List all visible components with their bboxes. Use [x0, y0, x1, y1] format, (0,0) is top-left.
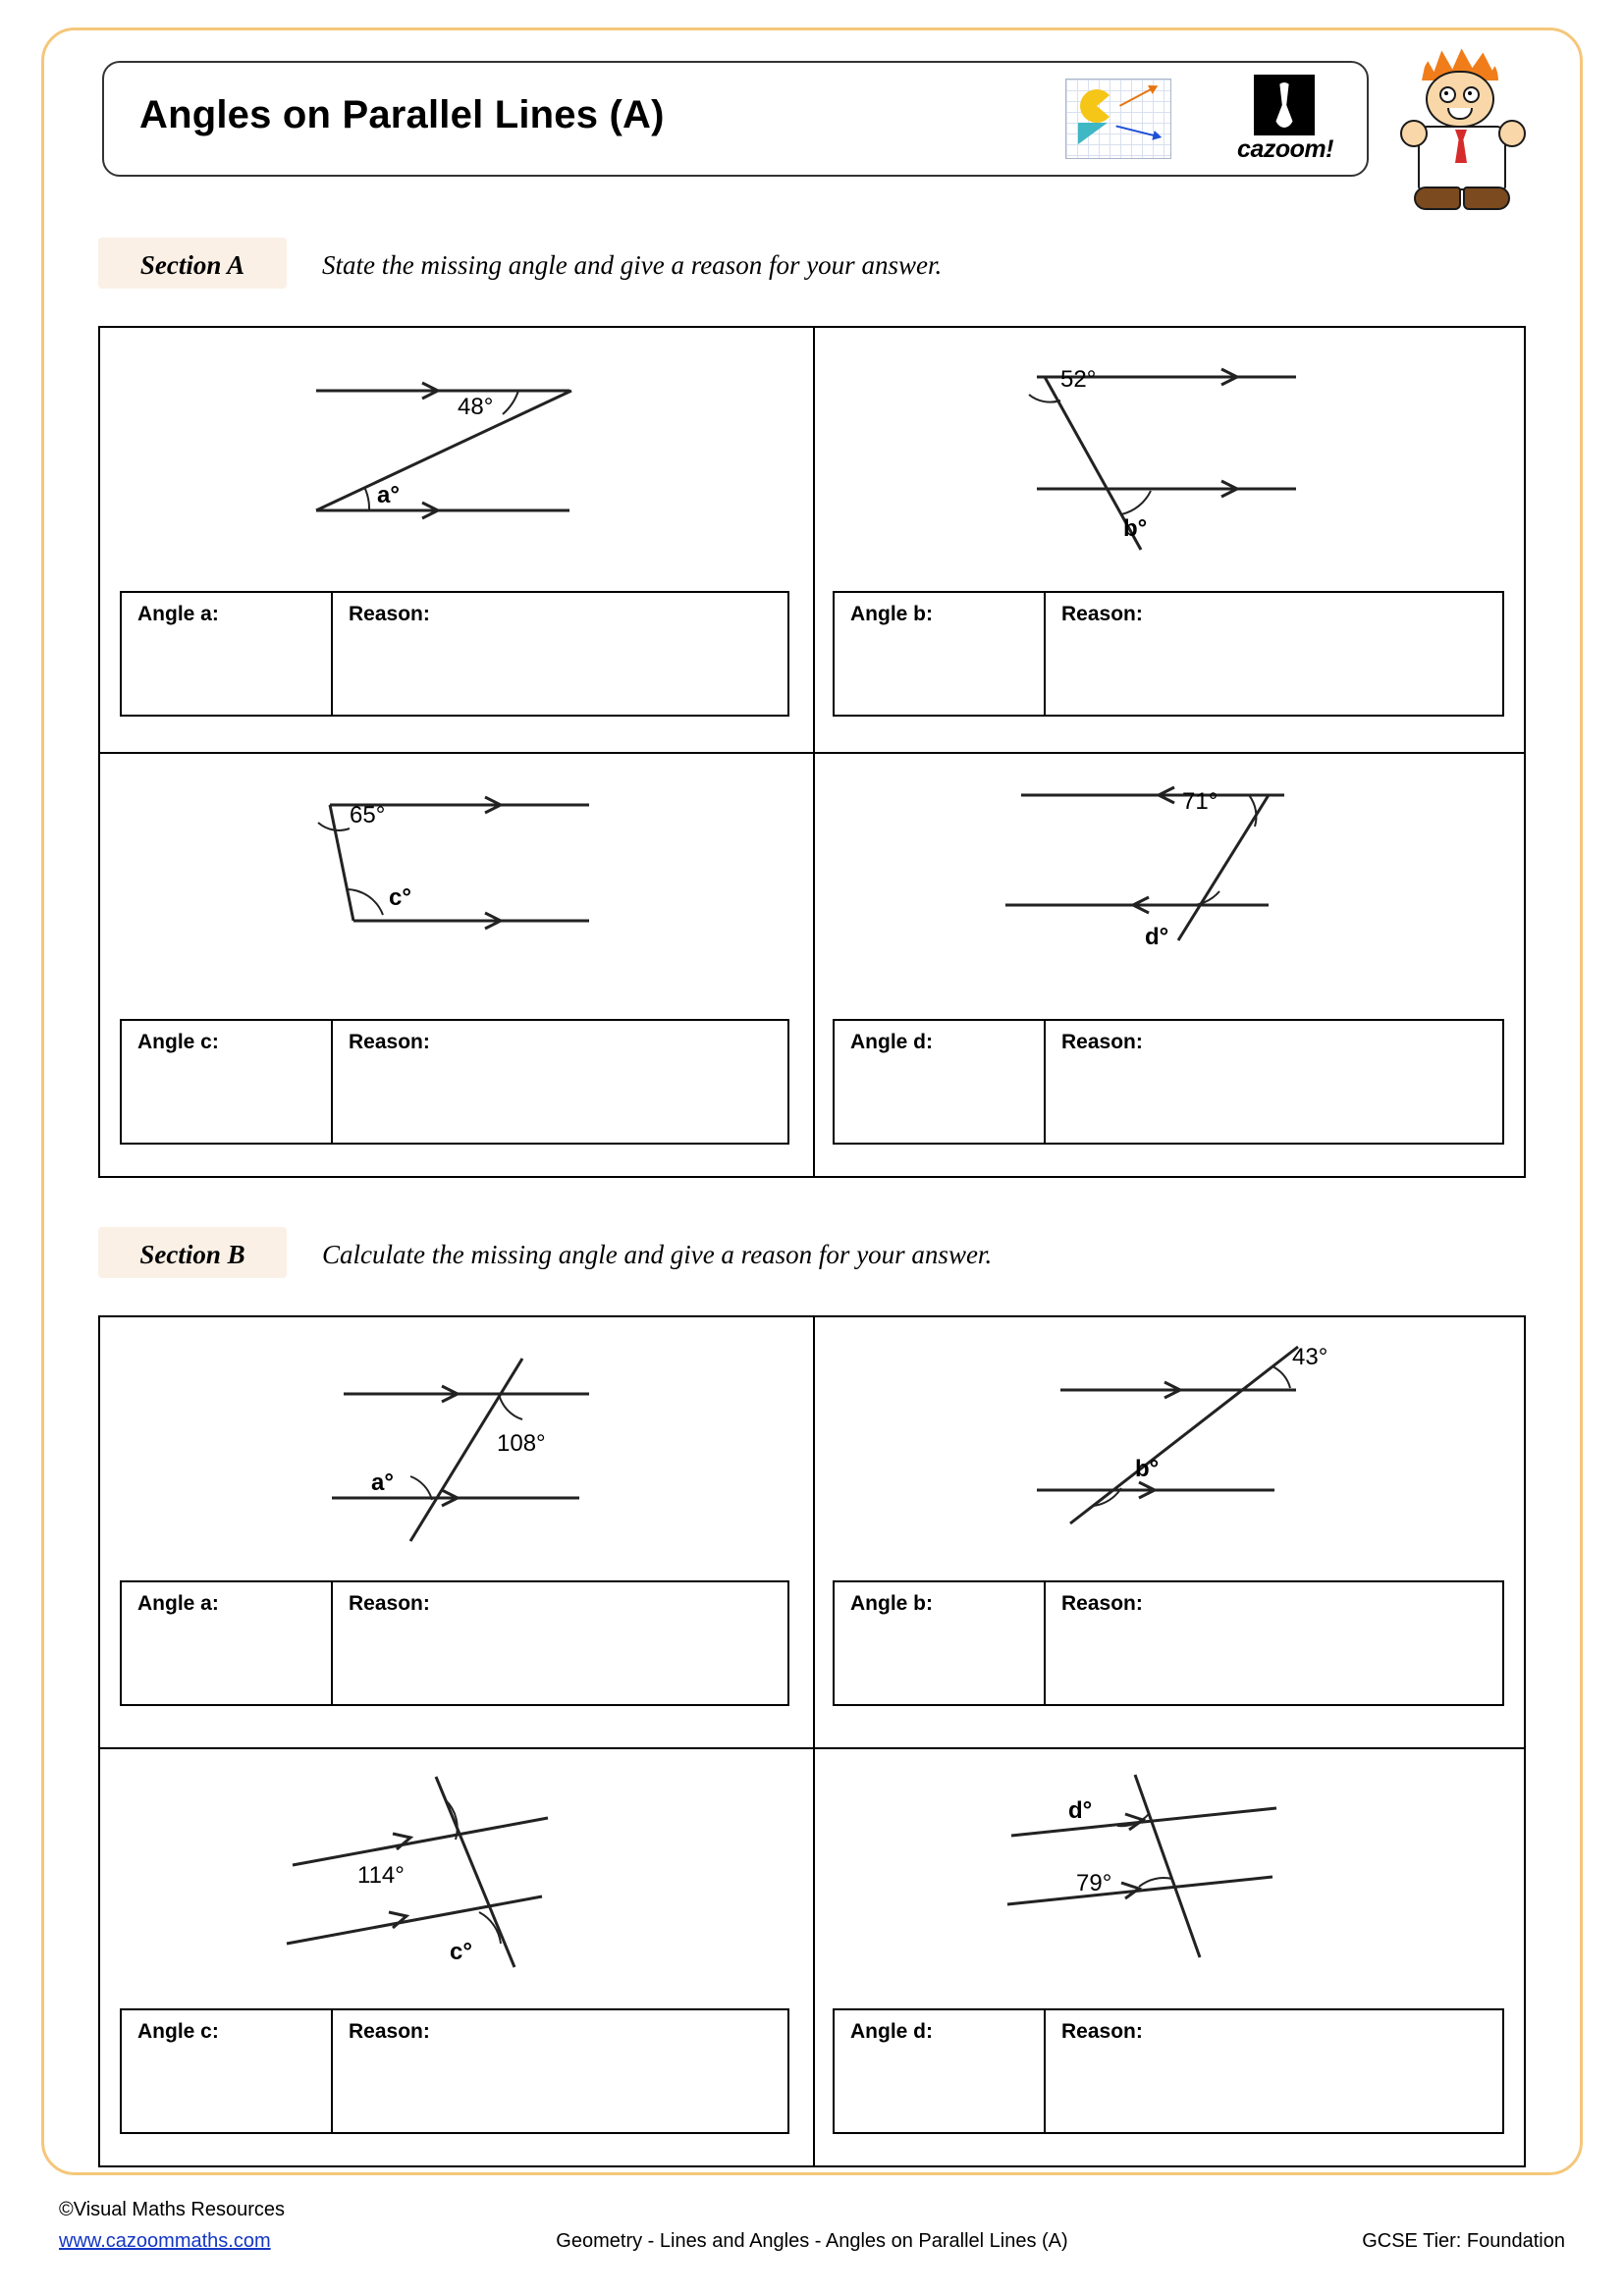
angle-value-b2: 43°: [1292, 1344, 1328, 1370]
reason-label-a1: Reason:: [349, 603, 430, 625]
page-title: Angles on Parallel Lines (A): [139, 93, 665, 136]
section-a-instruction: State the missing angle and give a reason for your answer.: [322, 250, 943, 280]
answer-box-b3[interactable]: [120, 2008, 789, 2134]
reason-label-b2: Reason:: [1061, 1592, 1143, 1615]
reason-label-a2: Reason:: [1061, 603, 1143, 625]
angle-value-a3: 65°: [350, 802, 386, 828]
angle-unknown-b1: a°: [371, 1469, 394, 1496]
diagram-a2: [1001, 346, 1355, 561]
answer-box-b2[interactable]: [833, 1580, 1504, 1706]
website-link[interactable]: www.cazoommaths.com: [59, 2230, 271, 2252]
angle-value-a2: 52°: [1060, 366, 1097, 393]
angle-unknown-b3: c°: [450, 1939, 472, 1965]
reason-label-b3: Reason:: [349, 2020, 430, 2043]
answer-box-b1[interactable]: [120, 1580, 789, 1706]
cazoom-logo: [1220, 75, 1350, 165]
copyright-text: ©Visual Maths Resources: [59, 2199, 286, 2220]
answer-label-b4: Angle d:: [835, 2010, 1046, 2132]
answer-label-b2: Angle b:: [835, 1582, 1046, 1704]
angle-value-a1: 48°: [458, 394, 494, 420]
answer-box-b4[interactable]: [833, 2008, 1504, 2134]
diagram-b2: [1011, 1331, 1365, 1547]
angle-unknown-a1: a°: [377, 482, 400, 508]
diagram-b1: [295, 1345, 648, 1551]
angle-unknown-b4: d°: [1068, 1797, 1093, 1824]
answer-label-b1: Angle a:: [122, 1582, 333, 1704]
answer-label-a2: Angle b:: [835, 593, 1046, 715]
reason-label-b1: Reason:: [349, 1592, 430, 1615]
footer-tier: GCSE Tier: Foundation: [1362, 2230, 1565, 2252]
diagram-b3: [267, 1757, 660, 1983]
section-b-label: Section B: [139, 1240, 245, 1269]
section-b-tag: [98, 1227, 287, 1278]
diagram-a1: [275, 353, 628, 550]
angle-value-b3: 114°: [357, 1862, 405, 1889]
answer-box-a3[interactable]: [120, 1019, 789, 1145]
angle-value-b4: 79°: [1076, 1870, 1112, 1896]
reason-label-b4: Reason:: [1061, 2020, 1143, 2043]
angle-unknown-b2: b°: [1135, 1456, 1160, 1482]
answer-label-b3: Angle c:: [122, 2010, 333, 2132]
angle-unknown-a2: b°: [1123, 515, 1148, 542]
section-a-tag: [98, 238, 287, 289]
footer-topic: Geometry - Lines and Angles - Angles on Parallel Lines (A): [556, 2230, 1068, 2252]
answer-box-a1[interactable]: [120, 591, 789, 717]
angle-value-a4: 71°: [1182, 788, 1218, 815]
answer-label-a1: Angle a:: [122, 593, 333, 715]
angle-unknown-a4: d°: [1145, 924, 1169, 950]
brand-name: cazoom!: [1237, 135, 1333, 163]
angle-value-b1: 108°: [497, 1430, 546, 1457]
reason-label-a3: Reason:: [349, 1031, 430, 1053]
mascot-icon: [1398, 47, 1528, 226]
answer-box-a2[interactable]: [833, 591, 1504, 717]
answer-box-a4[interactable]: [833, 1019, 1504, 1145]
diagram-a4: [992, 766, 1345, 952]
diagram-b4: [992, 1757, 1345, 1983]
angle-unknown-a3: c°: [389, 884, 411, 911]
reason-label-a4: Reason:: [1061, 1031, 1143, 1053]
answer-label-a3: Angle c:: [122, 1021, 333, 1143]
diagram-a3: [295, 775, 628, 942]
graph-logo-icon: [1065, 79, 1171, 159]
answer-label-a4: Angle d:: [835, 1021, 1046, 1143]
section-b-instruction: Calculate the missing angle and give a reason for your answer.: [322, 1240, 993, 1269]
section-a-label: Section A: [139, 250, 245, 280]
